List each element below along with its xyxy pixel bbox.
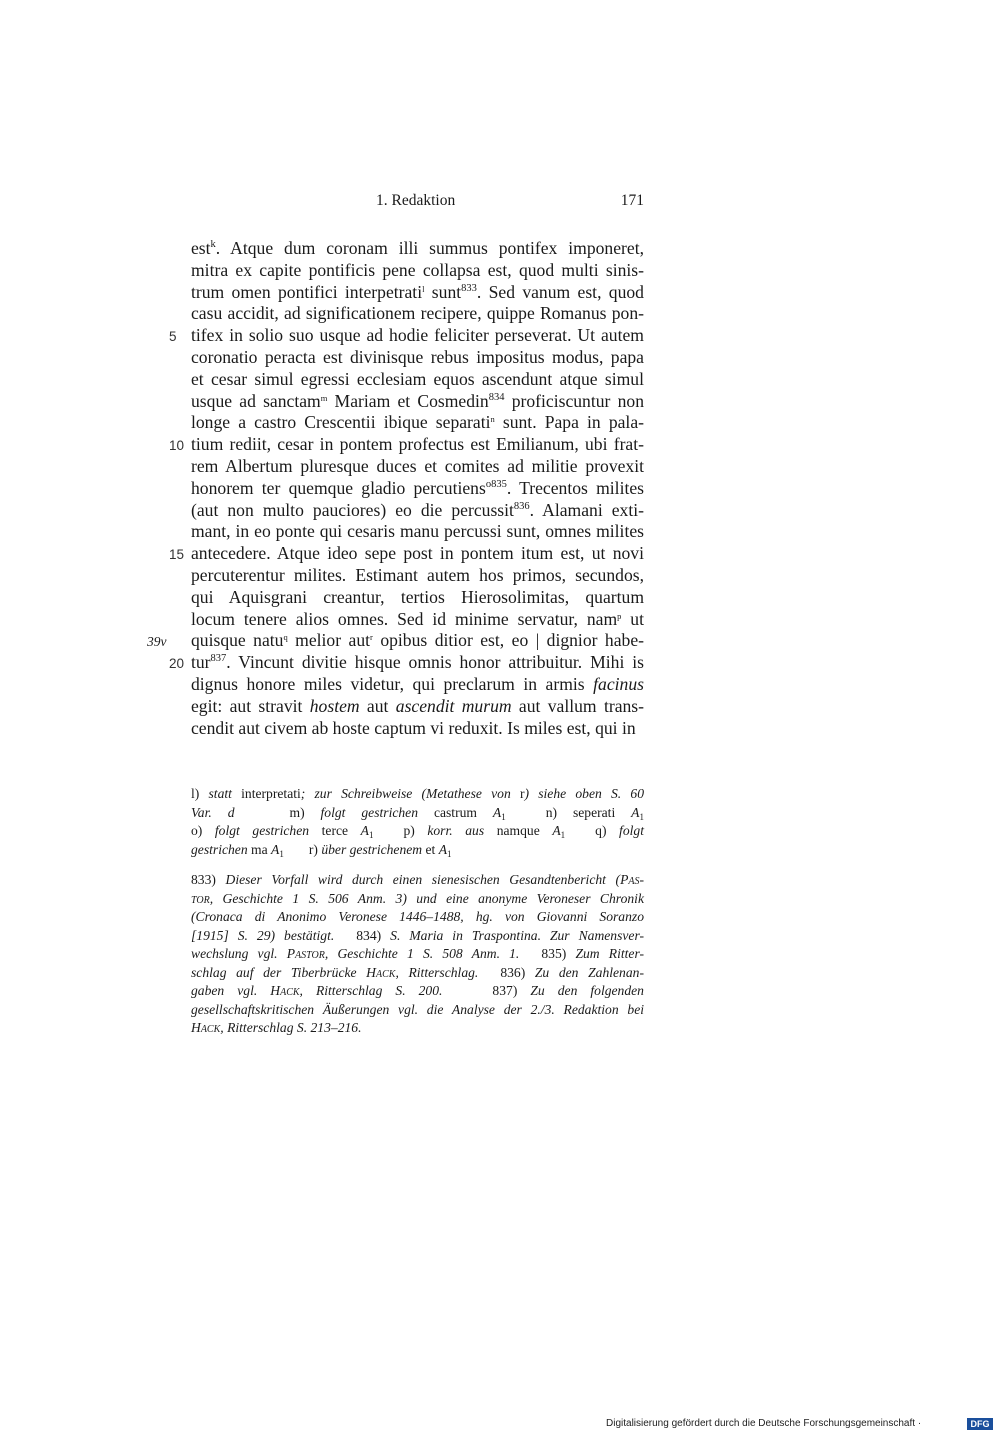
text-line: (aut non multo pauciores) eo die percussit$^{836}$. Alamani exti- (191, 499, 644, 520)
text-line: usque ad sanctam$^m$ Mariam et Cosmedin$^{834}$ proficiscuntur non (191, 390, 644, 411)
text-line: mant, in eo ponte qui cesaris manu percussi sunt, omnes milites (191, 521, 644, 542)
variant-mark: n (490, 414, 495, 425)
text-line: coronatio peracta est divinisque rebus impositus modus, papa (191, 346, 644, 367)
variant-mark: k (210, 239, 216, 250)
funding-notice (606, 1418, 994, 1432)
footnote-ref: 834 (488, 391, 505, 403)
text-line: dignus honore miles videtur, qui preclarum in armis facinus (191, 673, 644, 694)
footnote-ref: 836 (513, 500, 530, 512)
footnote-ref: o835 (485, 478, 507, 490)
folio-marker: 39v (147, 634, 167, 650)
text-line: longe a castro Crescentii ibique separati$^n$ sunt. Papa in pala- (191, 412, 644, 433)
page-number: 171 (620, 192, 644, 209)
line-number: 15 (169, 547, 185, 563)
apparatus-line: gestrichen ma $A_1$ r) über gestrichenem et $A_1$ (191, 841, 452, 859)
footnotes (191, 785, 644, 1038)
commentary-line: 833) Dieser Vorfall wird durch einen sienesischen Gesandtenbericht (Pas- (191, 872, 645, 887)
apparatus-line: l) statt interpretati; zur Schreibweise (Metathese von r) siehe oben S. 60 (191, 786, 645, 801)
variant-mark: p (617, 610, 622, 621)
text-line: qui Aquisgrani creantur, tertios Hierosolimitas, quartum (191, 586, 644, 607)
dfg-logo: DFG (967, 1418, 993, 1430)
apparatus-line: Var. d m) folgt gestrichen castrum $A_1$ n) seperati $A_1$ (191, 804, 644, 822)
main-text (147, 238, 645, 739)
text-line: honorem ter quemque gladio percutiens$^{o835}$. Trecentos milites (191, 477, 644, 498)
text-line: 15 antecedere. Atque ideo sepe post in pontem itum est, ut novi (191, 543, 644, 565)
footnote-ref: 837 (210, 653, 227, 665)
running-title: 1. Redaktion (376, 192, 456, 209)
text-line: 20 tur$^{837}$. Vincunt divitie hisque omnis honor attribuitur. Mihi is (191, 652, 644, 674)
apparatus-line: o) folgt gestrichen terce $A_1$ p) korr. aus namque $A_1$ q) folgt (191, 823, 644, 840)
text-line: cendit aut civem ab hoste captum vi reduxit. Is miles est, qui in (191, 717, 636, 738)
variant-mark: l (422, 283, 425, 294)
text-line: locum tenere alios omnes. Sed id minime servatur, nam$^p$ ut (191, 608, 644, 629)
text-line: et cesar simul egressi ecclesiam equos ascendunt atque simul (191, 368, 644, 389)
text-line: egit: aut stravit hostem aut ascendit murum aut vallum trans- (191, 695, 645, 716)
text-line: 10 tium rediit, cesar in pontem profectus est Emilianum, ubi frat- (191, 434, 644, 456)
commentary-line: gaben vgl. Hack, Ritterschlag S. 200. 837) Zu den folgenden (191, 983, 644, 998)
commentary-line: wechslung vgl. Pastor, Geschichte 1 S. 508 Anm. 1. 835) Zum Ritter- (191, 946, 644, 961)
running-header (191, 192, 644, 214)
text-line: 5 tifex in solio suo usque ad hodie feliciter perseverat. Ut autem (191, 325, 644, 347)
text-line: rem Albertum pluresque duces et comites ad militie provexit (191, 455, 644, 476)
line-number: 20 (169, 656, 185, 672)
text-line: percuterentur milites. Estimant autem hos primos, secundos, (191, 564, 644, 585)
text-line: trum omen pontifici interpetrati$^l$ sunt$^{833}$. Sed vanum est, quod (191, 281, 644, 302)
variant-mark: q (283, 632, 288, 643)
commentary-line: (Cronaca di Anonimo Veronese 1446–1488, hg. von Giovanni Soranzo (191, 909, 644, 924)
footnote-ref: 833 (461, 282, 477, 294)
commentary-line: schlag auf der Tiberbrücke Hack, Ritterschlag. 836) Zu den Zahlenan- (191, 964, 644, 980)
commentary-line: [1915] S. 29) bestätigt. 834) S. Maria in Traspontina. Zur Namensver- (191, 927, 644, 943)
text-line: casu accidit, ad significationem recipere, quippe Romanus pon- (191, 303, 644, 324)
text-line: mitra ex capite pontificis pene collapsa est, quod multi sinis- (191, 259, 644, 280)
variant-mark: r (370, 632, 373, 643)
commentary-line: gesellschaftskritischen Äußerungen vgl. die Analyse der 2./3. Redaktion bei (191, 1001, 644, 1017)
text-line: 39v quisque natu$^q$ melior aut$^r$ opibus ditior est, eo | dignior habe- (191, 630, 644, 652)
commentary-line: Hack, Ritterschlag S. 213–216. (191, 1020, 362, 1035)
variant-mark: m (320, 392, 328, 403)
line-number: 10 (169, 438, 185, 454)
commentary-line: tor, Geschichte 1 S. 506 Anm. 3) und eine anonyme Veroneser Chronik (191, 890, 644, 906)
text-line: est$^k$. Atque dum coronam illi summus pontifex imponeret, (191, 238, 644, 258)
funding-text: Digitalisierung gefördert durch die Deutsche Forschungsgemeinschaft · (606, 1418, 922, 1429)
line-number: 5 (169, 329, 177, 345)
